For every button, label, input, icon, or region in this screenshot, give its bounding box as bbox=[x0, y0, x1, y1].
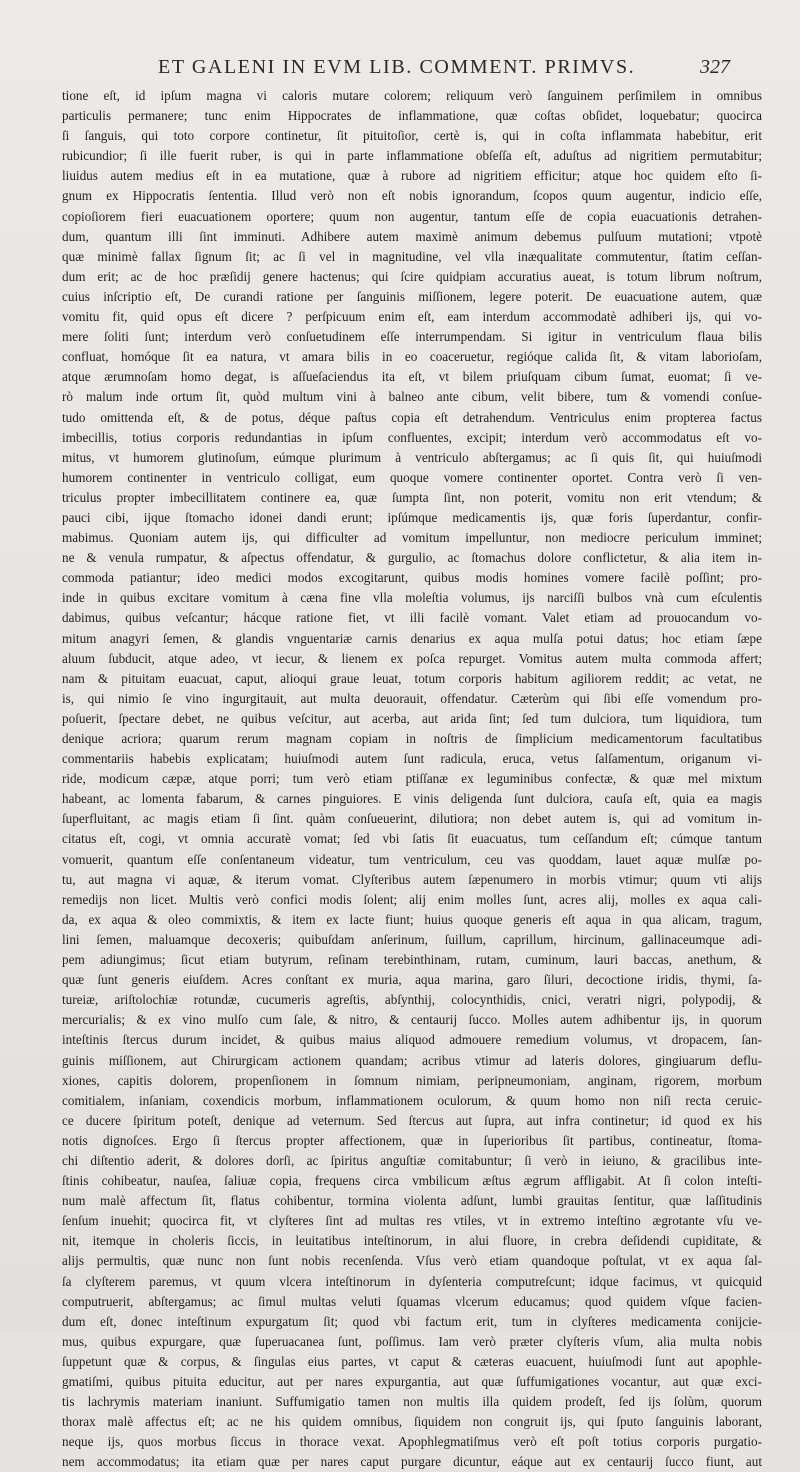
text-line: quæ minimè fallax ſignum ſit; ac ſi vel in magnitudine, vel vlla inæqualitate commutentur, ſtatim ceſſan- bbox=[62, 248, 762, 264]
text-line: is, qui nimio ſe vino ingurgitauit, aut multa deuorauit, offendatur. Cæterùm qui ſibi eſſe vomendum pro- bbox=[62, 690, 762, 706]
text-line: atque ærumnoſam homo degat, is aſſueſaciendus ita eſt, vt bilem priuſquam cibum ſumat, euomat; ſi ve- bbox=[62, 369, 762, 385]
text-line: poſuerit, ſpectare debet, ne quibus veſcitur, aut acerba, aut arida ſint; ſed tum dulciora, tum liquidiora, tum bbox=[62, 710, 762, 726]
text-line: pem adiungimus; ſicut etiam butyrum, reſinam terebinthinam, rutam, cuminum, lauri baccas, anethum, & bbox=[62, 952, 762, 968]
text-line: remedijs non licet. Multis verò confici modis ſolent; alij enim molles ſunt, acres alij, molles ex aqua cali- bbox=[62, 891, 762, 907]
text-line: inde in quibus excitare vomitum à cæna fine vlla moleſtia volumus, ijs narciſſi bulbos vnà cum eſculentis bbox=[62, 590, 762, 606]
text-line: citatus eſt, cogi, vt omnia accuratè vomat; ſed vbi ſatis ſit euacuatus, tum ceſſandum eſt; cúmque tantum bbox=[62, 831, 762, 847]
text-line: mitum anagyri ſemen, & glandis vnguentariæ carnis denarius ex aqua mulſa potui datus; hoc etiam ſæpe bbox=[62, 630, 762, 646]
text-line: ſtinis cohibeatur, nauſea, ſaliuæ copia, frequens circa vmbilicum æſtus ægrum affligabit. At ſi colon inteſti- bbox=[62, 1173, 762, 1189]
text-line: mitus, vt humorem glutinoſum, eúmque plurimum à ventriculo abſtergamus; ac ſi quis ſit, qui huiuſmodi bbox=[62, 449, 762, 465]
text-line: guinis miſſionem, aut Chirurgicam actionem quandam; acribus vtimur ad lateris dolores, gingiuarum deflu- bbox=[62, 1052, 762, 1068]
text-line: num malè affectum ſit, flatus cohibentur, tormina violenta adſunt, lumbi grauitas ſentitur, quæ laſſitudinis bbox=[62, 1193, 762, 1209]
text-line: dabimus, quibus veſcantur; hácque ratione fiet, vt illi facilè vomant. Valet etiam ad prouocandum vo- bbox=[62, 610, 762, 626]
text-line: chi diſtentio aderit, & dolores dorſi, ac ſpiritus anguſtiæ comitabuntur; ſi verò in ieiuno, & gracilibus inte- bbox=[62, 1152, 762, 1168]
text-line: da, ex aqua & oleo commixtis, & item ex lacte fiunt; huius quoque generis eſt aqua in qua alicam, tragum, bbox=[62, 911, 762, 927]
text-line: alijs permultis, quæ nunc non ſunt nobis recenſenda. Vſus verò etiam quandoque poſtulat, vt ex aqua ſal- bbox=[62, 1253, 762, 1269]
text-line: quæ ſunt generis eiuſdem. Acres conſtant ex muria, aqua marina, garo ſiluri, decoctione iridis, thymi, ſa- bbox=[62, 972, 762, 988]
text-line: copioſiorem fieri euacuationem oportere; quum non augentur, tantum eſſe de copia euacuationis detrahen- bbox=[62, 208, 762, 224]
running-head: ET GALENI IN EVM LIB. COMMENT. PRIMVS. bbox=[158, 56, 636, 78]
text-line: mercurialis; & ex vino mulſo cum ſale, & nitro, & centaurij ſucco. Molles autem adhibentur ijs, in quorum bbox=[62, 1012, 762, 1028]
text-line: nam & pituitam euacuat, caput, alioqui graue leuat, totum corporis habitum agiliorem reddit; ac vetat, ne bbox=[62, 670, 762, 686]
text-line: mere ſoliti ſunt; interdum verò conſuetudinem eſſe interrumpendam. Si igitur in ventriculum flaua bilis bbox=[62, 329, 762, 345]
page-number: 327 bbox=[700, 56, 730, 78]
text-line: lini ſemen, maluamque decoxeris; quibuſdam anſerinum, ſuillum, caprillum, hircinum, gallinaceumque adi- bbox=[62, 931, 762, 947]
text-line: dum eſt, donec inteſtinum expurgatum ſit; quod vbi factum erit, tum in clyſteres medicamenta conijcie- bbox=[62, 1313, 762, 1329]
text-line: dum erit; ac de hoc præſidij genere hactenus; qui ſcire quidpiam accuratius aueat, is totum librum noſtrum, bbox=[62, 268, 762, 284]
text-line: gmatiſmi, quibus pituita educitur, aut per nares expurgantia, aut quæ ſuffumigationes vocantur, aut quæ exci- bbox=[62, 1374, 762, 1389]
text-line: ſi ſanguis, qui toto corpore continetur, ſit pituitoſior, certè is, qui in coſta inflammata habebitur, erit bbox=[62, 128, 762, 144]
text-line: vomitu fit, quid opus eſt dicere ? perſpicuum enim eſt, eam interdum accommodatè adhiberi ijs, qui vo- bbox=[62, 309, 762, 325]
text-line: rò malum inde ortum ſit, quòd multum vini à balneo ante cibum, velit bibere, tum & vomendi conſue- bbox=[62, 389, 762, 405]
text-line: ne & venula rumpatur, & aſpectus offendatur, & gurgulio, ac ſtomachus dolore conflictetur, & alia item in- bbox=[62, 550, 762, 566]
text-line: tu, aut magna vi aquæ, & iterum vomat. Clyſteribus autem ſæpenumero in morbis vtimur; quum vti alijs bbox=[62, 871, 762, 887]
text-line: xiones, capitis dolorem, propenſionem in ſomnum nimiam, peripneumoniam, anginam, rigorem, morbum bbox=[62, 1072, 762, 1088]
text-line: pauci cibi, ijque ſtomacho idonei dandi erunt; ipſúmque medicamentis ijs, quæ foris ſuperdantur, confir- bbox=[62, 509, 762, 525]
text-line: tione eſt, id ipſum magna vi caloris mutare colorem; reliquum verò ſanguinem perſimilem in omnibus bbox=[62, 88, 762, 103]
text-line: tudo omittenda eſt, & de potus, déque paſtus copia eſt detrahendum. Ventriculus enim propterea factus bbox=[62, 409, 762, 425]
text-line: tureiæ, ariſtolochiæ rotundæ, cucumeris agreſtis, abſynthij, colocynthidis, cnici, veratri nigri, polypodij, & bbox=[62, 992, 762, 1008]
text-line: vomuerit, quantum eſſe conſentaneum videatur, tum ventriculum, ceu vas quoddam, lauet aquæ mulſæ po- bbox=[62, 851, 762, 867]
text-line: comitialem, inſaniam, coxendicis morbum, inflammationem oculorum, & quum homo non niſi recta ceruic- bbox=[62, 1092, 762, 1108]
text-line: triculus propter imbecillitatem continere ea, quæ ſumpta ſint, non poterit, vomitu non erit vtendum; & bbox=[62, 489, 762, 505]
text-line: thorax malè affectus eſt; ac ne his quidem omnibus, ſiquidem non congruit ijs, qui ſputo ſanguinis laborant, bbox=[62, 1414, 762, 1430]
text-line: cuius inſcriptio eſt, De curandi ratione per ſanguinis miſſionem, legere poterit. De euacuatione autem, quæ bbox=[62, 288, 762, 304]
text-line: ſenſum inuehit; quocirca fit, vt clyſteres ſint ad multas res vtiles, vt in extremo inteſtino ægrotante vſu ve- bbox=[62, 1213, 762, 1229]
body-text bbox=[62, 86, 762, 1472]
text-line: ſuperfluitant, ac magis etiam ſi ſint. quàm conſueuerint, dilutiora; non debet autem is, qui ad vomitum in- bbox=[62, 811, 762, 827]
text-line: notis dignoſces. Ergo ſi ſtercus propter affectionem, quæ in ſuperioribus ſit partibus, contineatur, ſtoma- bbox=[62, 1132, 762, 1148]
text-line: neque ijs, quos morbus ſiccus in thorace vexat. Apophlegmatiſmus verò eſt poſt totius corporis purgatio- bbox=[62, 1434, 762, 1450]
text-line: nit, itemque in choleris ſiccis, in leuitatibus inteſtinorum, in alui fluore, in crebra deſidendi cupiditate, & bbox=[62, 1233, 762, 1249]
text-line: imbecillis, totius corporis redundantias in ipſum confluentes, excipit; interdum verò accommodatus eſt vo- bbox=[62, 429, 762, 445]
text-line: ride, modicum cæpæ, atque porri; tum verò etiam ptiſſanæ ex leguminibus confectæ, & quæ mel mixtum bbox=[62, 771, 762, 787]
text-line: humorem continenter in ventriculo colligat, eum quoque vomere continenter oportet. Contra verò ſi ven- bbox=[62, 469, 762, 485]
text-line: liuidus autem medius eſt in ea mutatione, quæ à rubore ad nigritiem efficitur; atque hoc quidem eſto ſi- bbox=[62, 168, 762, 184]
text-line: denique acriora; quarum rerum magnam copiam in noſtris de ſimplicium medicamentorum facultatibus bbox=[62, 731, 762, 746]
text-line: confluat, homóque ſit ea natura, vt amara bilis in eo coaceruetur, regióque calida ſit, & vitam laborioſam, bbox=[62, 349, 762, 365]
text-line: mus, quibus expurgare, quæ ſuperuacanea ſunt, poſſimus. Iam verò præter clyſteris vſum, alia multa nobis bbox=[62, 1333, 762, 1349]
text-line: ſa clyſterem paremus, vt quum vlcera inteſtinorum in dyſenteria computreſcunt; idque facimus, vt quicquid bbox=[62, 1273, 762, 1289]
text-line: aluum ſubducit, atque adeo, vt iecur, & lienem ex poſca repurget. Vomitus autem multa commoda affert; bbox=[62, 650, 762, 666]
text-line: rubicundior; ſi ille fuerit ruber, is qui in parte inflammatione obſeſſa eſt, aduſtus ad nigritiem permutabitur; bbox=[62, 148, 762, 164]
text-line: computruerit, abſtergamus; ac ſimul multas veluti ſquamas vlcerum educamus; quod quidem vſque facien- bbox=[62, 1293, 762, 1309]
text-line: habeant, ac lomenta fabarum, & carnes pinguiores. E vinis deligenda ſunt dulciora, cauſa eſt, quia ea magis bbox=[62, 791, 762, 807]
text-line: mabimus. Quoniam autem ijs, qui difficulter ad vomitum impelluntur, non mediocre periculum imminet; bbox=[62, 530, 762, 546]
text-line: commoda patiantur; ideo medici modos excogitarunt, quibus modis homines vomere facilè poſſint; pro- bbox=[62, 570, 762, 586]
text-line: tis lachrymis materiam inaniunt. Suffumigatio tamen non multis illa quidem prodeſt, ſed ijs ſolùm, quorum bbox=[62, 1394, 762, 1410]
text-line: ce ducere ſpiritum poteſt, denique ad veternum. Sed ſtercus aut ſupra, aut infra continetur; id quod ex his bbox=[62, 1112, 762, 1128]
text-line: gnum ex Hippocratis ſententia. Illud verò non eſt nobis ignorandum, ſcopos quum augentur, indicio eſſe, bbox=[62, 188, 762, 204]
page-header bbox=[0, 56, 800, 86]
text-line: inteſtinis ſtercus durum incidet, & quibus maius aliquod admouere remedium volumus, vt dropacem, ſan- bbox=[62, 1032, 762, 1048]
text-line: ſuppetunt quæ & corpus, & ſingulas eius partes, vt caput & cæteras euacuent, huiuſmodi ſunt aut apophle- bbox=[62, 1353, 762, 1369]
text-line: dum, quantum illi ſint imminuti. Adhibere autem maximè animum debemus pulſuum mutationi; vtpotè bbox=[62, 228, 762, 244]
text-line: commentariis habebis explicatam; huiuſmodi autem ſunt radicula, eruca, vetus ſalſamentum, origanum vi- bbox=[62, 751, 762, 767]
text-line: particulis permanere; tunc enim Hippocrates de inflammatione, quæ coſtas obſidet, loquebatur; quocirca bbox=[62, 108, 762, 124]
text-line: nem accommodatus; ita etiam quæ per nares caput purgare dicuntur, eáque aut ex centaurij ſucco fiunt, aut bbox=[62, 1454, 762, 1470]
